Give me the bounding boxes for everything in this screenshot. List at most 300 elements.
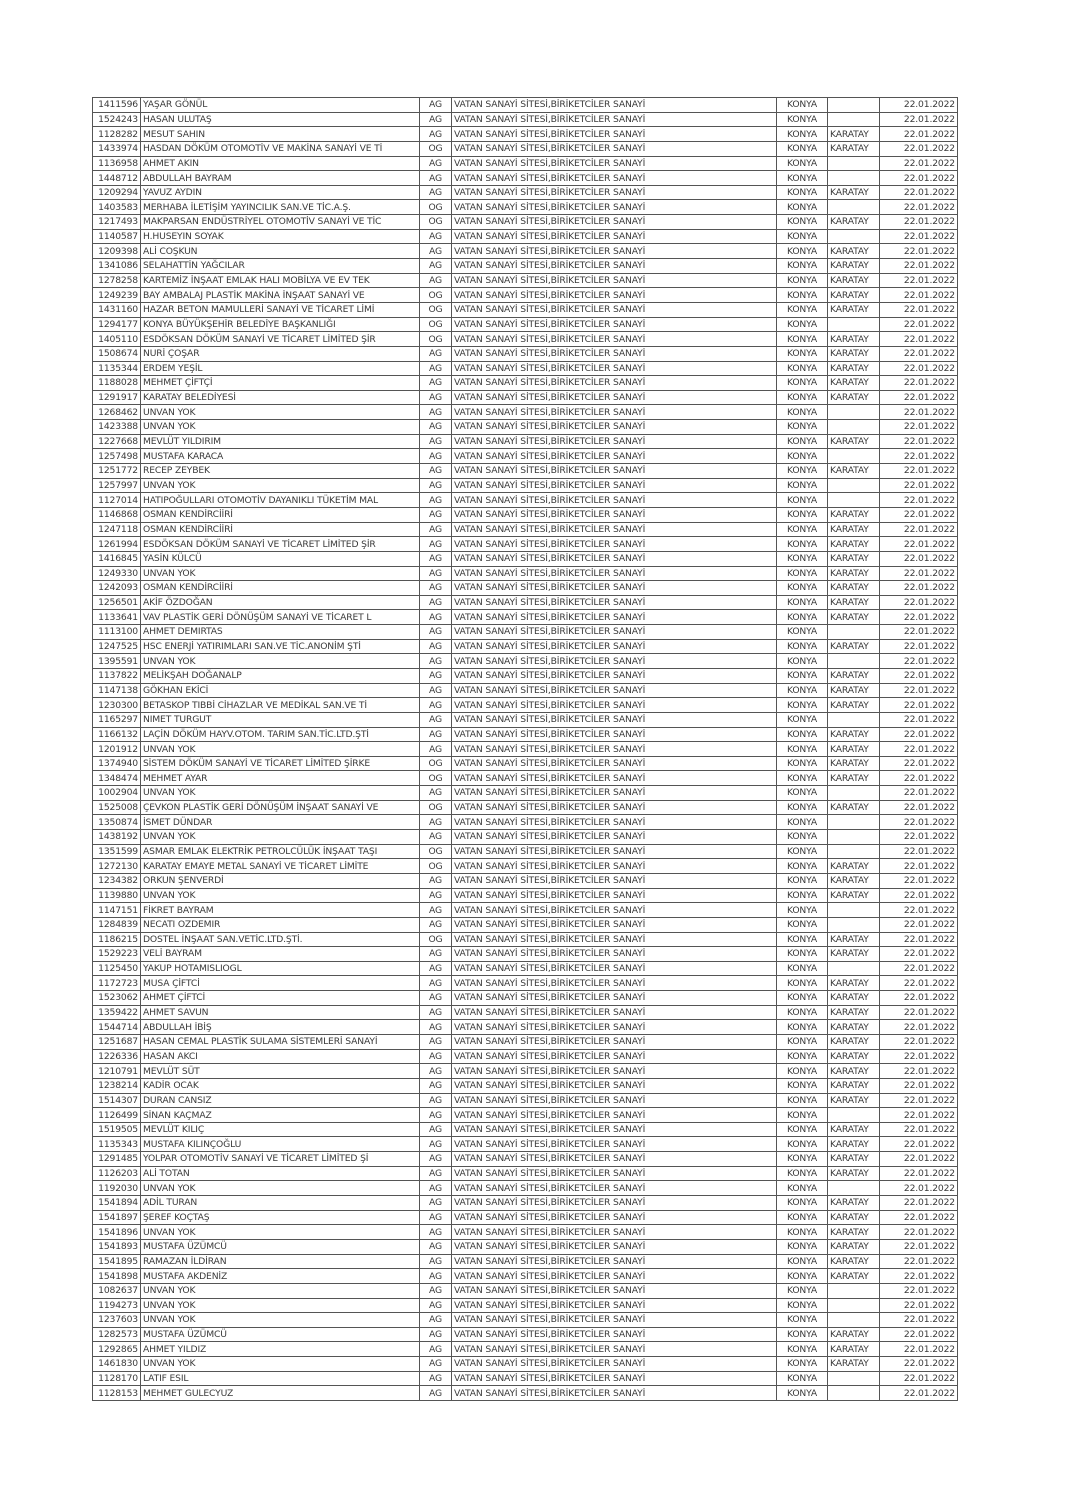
district-cell [828,200,880,215]
date-cell: 22.01.2022 [880,903,958,918]
subscriber-name-cell: ALİ COŞKUN [141,244,420,259]
city-cell: KONYA [777,127,828,142]
subscriber-name-cell: UNVAN YOK [141,1225,420,1240]
subscriber-name-cell: MUSA ÇİFTCİ [141,976,420,991]
district-cell: KARATAY [828,800,880,815]
district-cell [828,786,880,801]
subscriber-name-cell: VELİ BAYRAM [141,947,420,962]
city-cell: KONYA [777,947,828,962]
address-cell: VATAN SANAYİ SİTESİ,BİRİKETCİLER SANAYİ [452,1239,777,1254]
subscriber-name-cell: NIMET TURGUT [141,712,420,727]
subscriber-id-cell: 1291917 [93,390,141,405]
category-cell: AG [420,961,452,976]
date-cell: 22.01.2022 [880,1327,958,1342]
subscriber-name-cell: LATIF ESIL [141,1371,420,1386]
subscriber-id-cell: 1508674 [93,346,141,361]
subscriber-name-cell: MEVLÜT SÜT [141,1064,420,1079]
table-row [93,932,958,947]
district-cell [828,815,880,830]
city-cell: KONYA [777,1020,828,1035]
city-cell: KONYA [777,844,828,859]
subscriber-id-cell: 1405110 [93,332,141,347]
date-cell: 22.01.2022 [880,449,958,464]
city-cell: KONYA [777,683,828,698]
date-cell: 22.01.2022 [880,493,958,508]
city-cell: KONYA [777,1239,828,1254]
table-row [93,390,958,405]
date-cell: 22.01.2022 [880,112,958,127]
address-cell: VATAN SANAYİ SİTESİ,BİRİKETCİLER SANAYİ [452,991,777,1006]
address-cell: VATAN SANAYİ SİTESİ,BİRİKETCİLER SANAYİ [452,756,777,771]
district-cell: KARATAY [828,1196,880,1211]
date-cell: 22.01.2022 [880,1108,958,1123]
address-cell: VATAN SANAYİ SİTESİ,BİRİKETCİLER SANAYİ [452,215,777,230]
date-cell: 22.01.2022 [880,1078,958,1093]
address-cell: VATAN SANAYİ SİTESİ,BİRİKETCİLER SANAYİ [452,390,777,405]
district-cell [828,1181,880,1196]
city-cell: KONYA [777,595,828,610]
category-cell: AG [420,464,452,479]
city-cell: KONYA [777,1122,828,1137]
table-row [93,1035,958,1050]
city-cell: KONYA [777,215,828,230]
table-row [93,1005,958,1020]
category-cell: AG [420,405,452,420]
table-row [93,639,958,654]
subscriber-id-cell: 1133641 [93,610,141,625]
district-cell [828,405,880,420]
date-cell: 22.01.2022 [880,507,958,522]
subscriber-id-cell: 1348474 [93,771,141,786]
subscriber-id-cell: 1403583 [93,200,141,215]
subscriber-id-cell: 1249239 [93,288,141,303]
table-row [93,156,958,171]
subscriber-name-cell: KARATAY EMAYE METAL SANAYİ VE TİCARET LİMİTE [141,859,420,874]
city-cell: KONYA [777,1137,828,1152]
city-cell: KONYA [777,961,828,976]
category-cell: OG [420,317,452,332]
city-cell: KONYA [777,1152,828,1167]
district-cell: KARATAY [828,302,880,317]
table-row [93,1357,958,1372]
category-cell: AG [420,1254,452,1269]
city-cell: KONYA [777,390,828,405]
subscriber-id-cell: 1135344 [93,361,141,376]
subscriber-name-cell: ABDULLAH BAYRAM [141,171,420,186]
address-cell: VATAN SANAYİ SİTESİ,BİRİKETCİLER SANAYİ [452,1196,777,1211]
address-cell: VATAN SANAYİ SİTESİ,BİRİKETCİLER SANAYİ [452,332,777,347]
subscriber-id-cell: 1395591 [93,654,141,669]
table-row [93,259,958,274]
category-cell: AG [420,449,452,464]
date-cell: 22.01.2022 [880,1371,958,1386]
table-row [93,610,958,625]
subscriber-name-cell: KARATAY BELEDİYESİ [141,390,420,405]
address-cell: VATAN SANAYİ SİTESİ,BİRİKETCİLER SANAYİ [452,786,777,801]
category-cell: AG [420,1108,452,1123]
subscriber-id-cell: 1188028 [93,376,141,391]
category-cell: AG [420,1371,452,1386]
subscriber-name-cell: HASDAN DÖKÜM OTOMOTİV VE MAKİNA SANAYİ VE Tİ [141,141,420,156]
category-cell: AG [420,1137,452,1152]
subscriber-name-cell: YASİN KÜLCÜ [141,551,420,566]
date-cell: 22.01.2022 [880,830,958,845]
district-cell: KARATAY [828,141,880,156]
district-cell [828,1298,880,1313]
subscriber-id-cell: 1172723 [93,976,141,991]
category-cell: AG [420,127,452,142]
city-cell: KONYA [777,1386,828,1401]
table-row [93,786,958,801]
address-cell: VATAN SANAYİ SİTESİ,BİRİKETCİLER SANAYİ [452,1137,777,1152]
category-cell: AG [420,1122,452,1137]
date-cell: 22.01.2022 [880,376,958,391]
subscriber-id-cell: 1292865 [93,1342,141,1357]
address-cell: VATAN SANAYİ SİTESİ,BİRİKETCİLER SANAYİ [452,888,777,903]
subscriber-name-cell: OSMAN KENDİRCİİRİ [141,522,420,537]
date-cell: 22.01.2022 [880,566,958,581]
district-cell: KARATAY [828,1093,880,1108]
outage-list-table [92,97,958,1401]
district-cell [828,917,880,932]
subscriber-name-cell: UNVAN YOK [141,1181,420,1196]
address-cell: VATAN SANAYİ SİTESİ,BİRİKETCİLER SANAYİ [452,361,777,376]
district-cell [828,1108,880,1123]
district-cell: KARATAY [828,522,880,537]
subscriber-name-cell: YOLPAR OTOMOTİV SANAYİ VE TİCARET LİMİTED Şİ [141,1152,420,1167]
address-cell: VATAN SANAYİ SİTESİ,BİRİKETCİLER SANAYİ [452,654,777,669]
category-cell: AG [420,537,452,552]
city-cell: KONYA [777,302,828,317]
subscriber-id-cell: 1350874 [93,815,141,830]
table-row [93,215,958,230]
subscriber-id-cell: 1113100 [93,625,141,640]
city-cell: KONYA [777,376,828,391]
date-cell: 22.01.2022 [880,1342,958,1357]
table-row [93,903,958,918]
subscriber-id-cell: 1082637 [93,1283,141,1298]
district-cell: KARATAY [828,1210,880,1225]
subscriber-name-cell: ASMAR EMLAK ELEKTRİK PETROLCÜLÜK İNŞAAT TAŞI [141,844,420,859]
date-cell: 22.01.2022 [880,1049,958,1064]
date-cell: 22.01.2022 [880,742,958,757]
district-cell: KARATAY [828,1005,880,1020]
category-cell: AG [420,1298,452,1313]
district-cell: KARATAY [828,1035,880,1050]
district-cell: KARATAY [828,991,880,1006]
table-row [93,991,958,1006]
district-cell: KARATAY [828,1122,880,1137]
district-cell: KARATAY [828,1064,880,1079]
table-row [93,1020,958,1035]
address-cell: VATAN SANAYİ SİTESİ,BİRİKETCİLER SANAYİ [452,976,777,991]
subscriber-id-cell: 1431160 [93,302,141,317]
date-cell: 22.01.2022 [880,1152,958,1167]
district-cell: KARATAY [828,464,880,479]
subscriber-id-cell: 1461830 [93,1357,141,1372]
date-cell: 22.01.2022 [880,668,958,683]
district-cell [828,654,880,669]
address-cell: VATAN SANAYİ SİTESİ,BİRİKETCİLER SANAYİ [452,1342,777,1357]
city-cell: KONYA [777,888,828,903]
table-row [93,961,958,976]
table-row [93,1122,958,1137]
subscriber-id-cell: 1541893 [93,1239,141,1254]
table-row [93,229,958,244]
subscriber-id-cell: 1416845 [93,551,141,566]
subscriber-name-cell: GÖKHAN EKİCİ [141,683,420,698]
subscriber-id-cell: 1374940 [93,756,141,771]
address-cell: VATAN SANAYİ SİTESİ,BİRİKETCİLER SANAYİ [452,639,777,654]
date-cell: 22.01.2022 [880,1386,958,1401]
subscriber-id-cell: 1128153 [93,1386,141,1401]
subscriber-name-cell: MUSTAFA ÜZÜMCÜ [141,1327,420,1342]
date-cell: 22.01.2022 [880,185,958,200]
date-cell: 22.01.2022 [880,947,958,962]
category-cell: AG [420,156,452,171]
date-cell: 22.01.2022 [880,361,958,376]
date-cell: 22.01.2022 [880,771,958,786]
subscriber-name-cell: MUSTAFA KARACA [141,449,420,464]
district-cell: KARATAY [828,727,880,742]
address-cell: VATAN SANAYİ SİTESİ,BİRİKETCİLER SANAYİ [452,1225,777,1240]
subscriber-name-cell: BETASKOP TIBBİ CİHAZLAR VE MEDİKAL SAN.VE Tİ [141,698,420,713]
district-cell [828,171,880,186]
category-cell: OG [420,771,452,786]
table-row [93,405,958,420]
address-cell: VATAN SANAYİ SİTESİ,BİRİKETCİLER SANAYİ [452,859,777,874]
table-row [93,537,958,552]
subscriber-name-cell: KARTEMİZ İNŞAAT EMLAK HALI MOBİLYA VE EV TEK [141,273,420,288]
subscriber-id-cell: 1127014 [93,493,141,508]
subscriber-name-cell: MEHMET GULECYUZ [141,1386,420,1401]
subscriber-id-cell: 1438192 [93,830,141,845]
subscriber-name-cell: UNVAN YOK [141,566,420,581]
subscriber-id-cell: 1146868 [93,507,141,522]
date-cell: 22.01.2022 [880,1269,958,1284]
city-cell: KONYA [777,932,828,947]
city-cell: KONYA [777,493,828,508]
subscriber-name-cell: UNVAN YOK [141,405,420,420]
date-cell: 22.01.2022 [880,1093,958,1108]
table-row [93,493,958,508]
subscriber-name-cell: UNVAN YOK [141,654,420,669]
district-cell: KARATAY [828,185,880,200]
subscriber-id-cell: 1541898 [93,1269,141,1284]
table-row [93,288,958,303]
address-cell: VATAN SANAYİ SİTESİ,BİRİKETCİLER SANAYİ [452,873,777,888]
table-row [93,1210,958,1225]
subscriber-id-cell: 1226336 [93,1049,141,1064]
address-cell: VATAN SANAYİ SİTESİ,BİRİKETCİLER SANAYİ [452,551,777,566]
city-cell: KONYA [777,1181,828,1196]
district-cell [828,420,880,435]
date-cell: 22.01.2022 [880,273,958,288]
subscriber-name-cell: KONYA BÜYÜKŞEHİR BELEDİYE BAŞKANLIĞI [141,317,420,332]
district-cell: KARATAY [828,537,880,552]
subscriber-id-cell: 1433974 [93,141,141,156]
city-cell: KONYA [777,288,828,303]
category-cell: AG [420,786,452,801]
district-cell: KARATAY [828,668,880,683]
date-cell: 22.01.2022 [880,595,958,610]
subscriber-id-cell: 1230300 [93,698,141,713]
address-cell: VATAN SANAYİ SİTESİ,BİRİKETCİLER SANAYİ [452,464,777,479]
district-cell: KARATAY [828,859,880,874]
subscriber-id-cell: 1291485 [93,1152,141,1167]
subscriber-name-cell: NECATI OZDEMIR [141,917,420,932]
subscriber-name-cell: BAY AMBALAJ PLASTİK MAKİNA İNŞAAT SANAYİ VE [141,288,420,303]
address-cell: VATAN SANAYİ SİTESİ,BİRİKETCİLER SANAYİ [452,800,777,815]
table-row [93,976,958,991]
subscriber-id-cell: 1186215 [93,932,141,947]
date-cell: 22.01.2022 [880,478,958,493]
address-cell: VATAN SANAYİ SİTESİ,BİRİKETCİLER SANAYİ [452,141,777,156]
address-cell: VATAN SANAYİ SİTESİ,BİRİKETCİLER SANAYİ [452,522,777,537]
subscriber-name-cell: YAKUP HOTAMISLIOGL [141,961,420,976]
subscriber-name-cell: UNVAN YOK [141,742,420,757]
city-cell: KONYA [777,830,828,845]
date-cell: 22.01.2022 [880,390,958,405]
date-cell: 22.01.2022 [880,1122,958,1137]
address-cell: VATAN SANAYİ SİTESİ,BİRİKETCİLER SANAYİ [452,1078,777,1093]
table-row [93,581,958,596]
address-cell: VATAN SANAYİ SİTESİ,BİRİKETCİLER SANAYİ [452,98,777,113]
table-row [93,317,958,332]
table-row [93,1049,958,1064]
category-cell: AG [420,830,452,845]
date-cell: 22.01.2022 [880,1357,958,1372]
subscriber-name-cell: MELİKŞAH DOĞANALP [141,668,420,683]
date-cell: 22.01.2022 [880,522,958,537]
address-cell: VATAN SANAYİ SİTESİ,BİRİKETCİLER SANAYİ [452,815,777,830]
subscriber-name-cell: ABDULLAH İBİŞ [141,1020,420,1035]
date-cell: 22.01.2022 [880,859,958,874]
address-cell: VATAN SANAYİ SİTESİ,BİRİKETCİLER SANAYİ [452,844,777,859]
category-cell: AG [420,1225,452,1240]
city-cell: KONYA [777,1283,828,1298]
address-cell: VATAN SANAYİ SİTESİ,BİRİKETCİLER SANAYİ [452,932,777,947]
city-cell: KONYA [777,917,828,932]
date-cell: 22.01.2022 [880,976,958,991]
table-row [93,566,958,581]
category-cell: AG [420,1210,452,1225]
category-cell: AG [420,873,452,888]
date-cell: 22.01.2022 [880,991,958,1006]
table-row [93,273,958,288]
address-cell: VATAN SANAYİ SİTESİ,BİRİKETCİLER SANAYİ [452,420,777,435]
table-row [93,1225,958,1240]
category-cell: AG [420,566,452,581]
table-row [93,464,958,479]
city-cell: KONYA [777,478,828,493]
address-cell: VATAN SANAYİ SİTESİ,BİRİKETCİLER SANAYİ [452,185,777,200]
district-cell [828,1313,880,1328]
subscriber-name-cell: HSC ENERJİ YATIRIMLARI SAN.VE TİC.ANONİM ŞTİ [141,639,420,654]
district-cell: KARATAY [828,215,880,230]
city-cell: KONYA [777,405,828,420]
district-cell: KARATAY [828,507,880,522]
city-cell: KONYA [777,581,828,596]
table-row [93,830,958,845]
category-cell: AG [420,1239,452,1254]
category-cell: AG [420,815,452,830]
address-cell: VATAN SANAYİ SİTESİ,BİRİKETCİLER SANAYİ [452,302,777,317]
category-cell: AG [420,1181,452,1196]
subscriber-name-cell: DURAN CANSIZ [141,1093,420,1108]
category-cell: OG [420,302,452,317]
city-cell: KONYA [777,1093,828,1108]
subscriber-name-cell: UNVAN YOK [141,1313,420,1328]
address-cell: VATAN SANAYİ SİTESİ,BİRİKETCİLER SANAYİ [452,683,777,698]
city-cell: KONYA [777,1371,828,1386]
table-row [93,1327,958,1342]
subscriber-id-cell: 1140587 [93,229,141,244]
district-cell: KARATAY [828,610,880,625]
address-cell: VATAN SANAYİ SİTESİ,BİRİKETCİLER SANAYİ [452,346,777,361]
city-cell: KONYA [777,903,828,918]
category-cell: OG [420,215,452,230]
category-cell: AG [420,1313,452,1328]
district-cell: KARATAY [828,361,880,376]
district-cell [828,112,880,127]
category-cell: AG [420,1020,452,1035]
category-cell: AG [420,639,452,654]
address-cell: VATAN SANAYİ SİTESİ,BİRİKETCİLER SANAYİ [452,947,777,962]
category-cell: AG [420,1327,452,1342]
table-row [93,771,958,786]
table-row [93,1283,958,1298]
address-cell: VATAN SANAYİ SİTESİ,BİRİKETCİLER SANAYİ [452,1005,777,1020]
city-cell: KONYA [777,229,828,244]
city-cell: KONYA [777,1166,828,1181]
address-cell: VATAN SANAYİ SİTESİ,BİRİKETCİLER SANAYİ [452,1122,777,1137]
subscriber-name-cell: KADİR OCAK [141,1078,420,1093]
category-cell: AG [420,991,452,1006]
address-cell: VATAN SANAYİ SİTESİ,BİRİKETCİLER SANAYİ [452,742,777,757]
city-cell: KONYA [777,1269,828,1284]
subscriber-name-cell: ALİ TOTAN [141,1166,420,1181]
table-row [93,815,958,830]
subscriber-name-cell: OSMAN KENDİRCİİRİ [141,581,420,596]
subscriber-id-cell: 1448712 [93,171,141,186]
table-row [93,595,958,610]
table-row [93,171,958,186]
address-cell: VATAN SANAYİ SİTESİ,BİRİKETCİLER SANAYİ [452,229,777,244]
address-cell: VATAN SANAYİ SİTESİ,BİRİKETCİLER SANAYİ [452,434,777,449]
subscriber-id-cell: 1247525 [93,639,141,654]
address-cell: VATAN SANAYİ SİTESİ,BİRİKETCİLER SANAYİ [452,376,777,391]
district-cell [828,493,880,508]
district-cell [828,830,880,845]
district-cell [828,1371,880,1386]
category-cell: AG [420,478,452,493]
district-cell: KARATAY [828,947,880,962]
district-cell: KARATAY [828,873,880,888]
date-cell: 22.01.2022 [880,317,958,332]
subscriber-id-cell: 1519505 [93,1122,141,1137]
category-cell: AG [420,1093,452,1108]
city-cell: KONYA [777,171,828,186]
date-cell: 22.01.2022 [880,610,958,625]
subscriber-name-cell: MEHMET ÇİFTÇİ [141,376,420,391]
district-cell: KARATAY [828,376,880,391]
subscriber-name-cell: UNVAN YOK [141,420,420,435]
district-cell: KARATAY [828,581,880,596]
district-cell: KARATAY [828,1166,880,1181]
table-row [93,1298,958,1313]
table-row [93,844,958,859]
